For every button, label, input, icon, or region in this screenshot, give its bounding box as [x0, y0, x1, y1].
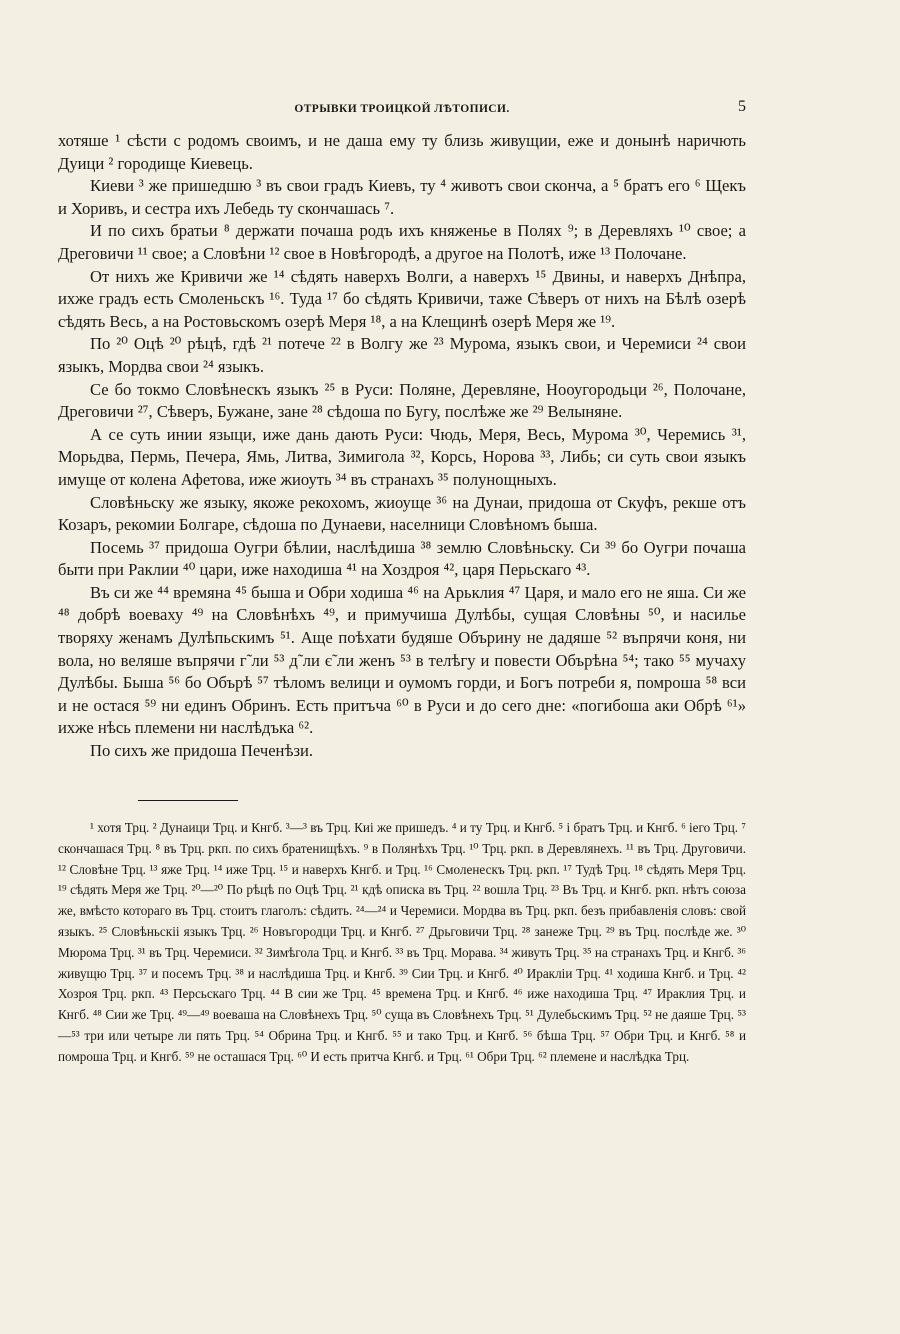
paragraph: А се суть инии языци, иже дань дають Руси: Чюдь, Меря, Весь, Мурома ³⁰, Черемись ³¹, Морьдва, Пермь, Печера, Ямь, Литва, Зимигола ³², Корсь, Норова ³³, Либь; си суть свои языкъ имуще от колена Афетова, иже жиоуть ³⁴ въ странахъ ³⁵ полунощныхъ. — [58, 424, 746, 489]
paragraph: Посемь ³⁷ придоша Оугри бѣлии, наслѣдиша ³⁸ землю Словѣньску. Си ³⁹ бо Оугри почаша быти при Раклии ⁴⁰ цари, иже находиша ⁴¹ на Хоздроя ⁴², царя Перьскаго ⁴³. — [58, 537, 746, 580]
paragraph: По сихъ же придоша Печенѣзи. — [90, 741, 314, 761]
paragraph: По ²⁰ Оцѣ ²⁰ рѣцѣ, гдѣ ²¹ потече ²² в Волгу же ²³ Мурома, языкъ свои, и Черемиси ²⁴ свои языкъ, Мордва свои ²⁴ языкъ. — [58, 334, 746, 376]
paragraph: Се бо токмо Словѣнескъ языкъ ²⁵ в Руси: Поляне, Деревляне, Нооугородьци ²⁶, Полочане, Дреговичи ²⁷, Сѣверъ, Бужане, зане ²⁸ сѣдоша по Бугу, послѣже же ²⁹ Велыняне. — [58, 379, 746, 422]
paragraph: Въ си же ⁴⁴ времяна ⁴⁵ быша и Обри ходиша ⁴⁶ на Арьклия ⁴⁷ Царя, и мало его не яша. Си же ⁴⁸ добрѣ воеваху ⁴⁹ на Словѣнѣхъ ⁴⁹, и примучиша Дулѣбы, сущая Словѣны ⁵⁰, и насилье творяху женамъ Дулѣпьскимъ ⁵¹. Аще поѣхати будяше Обърину не дадяше ⁵² въпрячи коня, ни вола, но веляше въпрячи г̃ ли ⁵³ д̃ ли є̃ ли женъ ⁵³ в телѣгу и повести Обърѣна ⁵⁴; тако ⁵⁵ мучаху Дулѣбы. Быша ⁵⁶ бо Обърѣ ⁵⁷ тѣломъ велици и оумомъ горди, и Богъ потреби я, помроша ⁵⁸ вси и не остася ⁵⁹ ни единъ Обринъ. Есть притъча ⁶⁰ в Руси и до сего дне: «погибоша аки Обрѣ ⁶¹» ихже нѣсь племени ни наслѣдъка ⁶². — [58, 582, 746, 738]
paragraph: Киеви ³ же пришедшю ³ въ свои градъ Киевъ, ту ⁴ животъ свои скончa, а ⁵ братъ его ⁶ Щекъ и Хоривъ, и сестра ихъ Лебедь ту скончашась ⁷. — [58, 176, 746, 218]
chronicle-text — [58, 130, 746, 763]
paragraph: хотяше ¹ сѣсти с родомъ своимъ, и не даша ему ту близь живущии, еже и донынѣ наричють Дуици ² городище Киевець. — [58, 131, 746, 173]
footnotes — [58, 818, 746, 1068]
running-title: ОТРЫВКИ ТРОИЦКОЙ ЛѢТОПИСИ. — [294, 103, 510, 115]
paragraph: От нихъ же Кривичи же ¹⁴ сѣдять наверхъ Волги, а наверхъ ¹⁵ Двины, и наверхъ Днѣпра, ихже градъ есть Смоленьскъ ¹⁶. Туда ¹⁷ бо сѣдять Кривичи, таже Сѣверъ от нихъ на Бѣлѣ озерѣ сѣдять Весь, а на Ростовьскомъ озерѣ Меря ¹⁸, а на Клещинѣ озерѣ Меря же ¹⁹. — [58, 266, 746, 331]
footnote-block: ¹ хотя Трц. ² Дунаици Трц. и Кнгб. ³—³ въ Трц. Киі же пришедъ. ⁴ и ту Трц. и Кнгб. ⁵ і братъ Трц. и Кнгб. ⁶ іего Трц. ⁷ скончашася Трц. ⁸ въ Трц. ркп. по сихъ братенищѣхъ. ⁹ в Полянѣхъ Трц. ¹⁰ Трц. ркп. в Деревлянехъ. ¹¹ въ Трц. Друговичи. ¹² Словѣне Трц. ¹³ яже Трц. ¹⁴ иже Трц. ¹⁵ и наверхъ Кнгб. и Трц. ¹⁶ Смоленескъ Трц. ркп. ¹⁷ Тудѣ Трц. ¹⁸ сѣдять Меря Трц. ¹⁹ сѣдять Меря же Трц. ²⁰—²⁰ По рѣцѣ по Оцѣ Трц. ²¹ кдѣ описка въ Трц. ²² вошла Трц. ²³ Въ Трц. и Кнгб. ркп. нѣтъ союза же, вмѣсто котораго въ Трц. стоитъ глаголъ: сѣдить. ²⁴—²⁴ и Черемиси. Мордва въ Трц. ркп. безъ прибавленія словъ: свой языкъ. ²⁵ Словѣньскіі языкъ Трц. ²⁶ Новъгородци Трц. и Кнгб. ²⁷ Дрьговичи Трц. ²⁸ занеже Трц. ²⁹ въ Трц. послѣде же. ³⁰ Мюрома Трц. ³¹ въ Трц. Черемиси. ³² Зимѣгола Трц. и Кнгб. ³³ въ Трц. Морава. ³⁴ живуть Трц. ³⁵ на странахъ Трц. и Кнгб. ³⁶ живущю Трц. ³⁷ и посемъ Трц. ³⁸ и наслѣдиша Трц. и Кнгб. ³⁹ Сии Трц. и Кнгб. ⁴⁰ Иракліи Трц. ⁴¹ ходиша Кнгб. и Трц. ⁴² Хозроя Трц. ркп. ⁴³ Персьскаго Трц. ⁴⁴ В сии же Трц. ⁴⁵ времена Трц. и Кнгб. ⁴⁶ иже находиша Трц. ⁴⁷ Ираклия Трц. и Кнгб. ⁴⁸ Сии же Трц. ⁴⁹—⁴⁹ воеваша на Словѣнехъ Трц. ⁵⁰ суща въ Словѣнехъ Трц. ⁵¹ Дулебьскимъ Трц. ⁵² не даяше Трц. ⁵³—⁵³ три или четыре ли пять Трц. ⁵⁴ Обрина Трц. и Кнгб. ⁵⁵ и тако Трц. и Кнгб. ⁵⁶ бѣша Трц. ⁵⁷ Обри Трц. и Кнгб. ⁵⁸ и помроша Трц. и Кнгб. ⁵⁹ не осташася Трц. ⁶⁰ И есть притча Кнгб. и Трц. ⁶¹ Обри Трц. ⁶² племене и наслѣдка Трц. — [58, 820, 746, 1064]
paragraph: И по сихъ братьи ⁸ держати почаша родъ ихъ княженье в Полях ⁹; в Деревляхъ ¹⁰ свое; а Дреговичи ¹¹ свое; а Словѣни ¹² свое в Новѣгородѣ, а другое на Полотѣ, иже ¹³ Полочане. — [58, 221, 746, 263]
footnote-divider — [138, 800, 238, 801]
paragraph: Словѣньску же языку, якоже рекохомъ, жиоуще ³⁶ на Дунаи, придоша от Скуфъ, рекше отъ Козаръ, рекомии Болгаре, сѣдоша по Дунаеви, населници Словѣномъ быша. — [58, 492, 746, 535]
page-number: 5 — [738, 98, 746, 115]
